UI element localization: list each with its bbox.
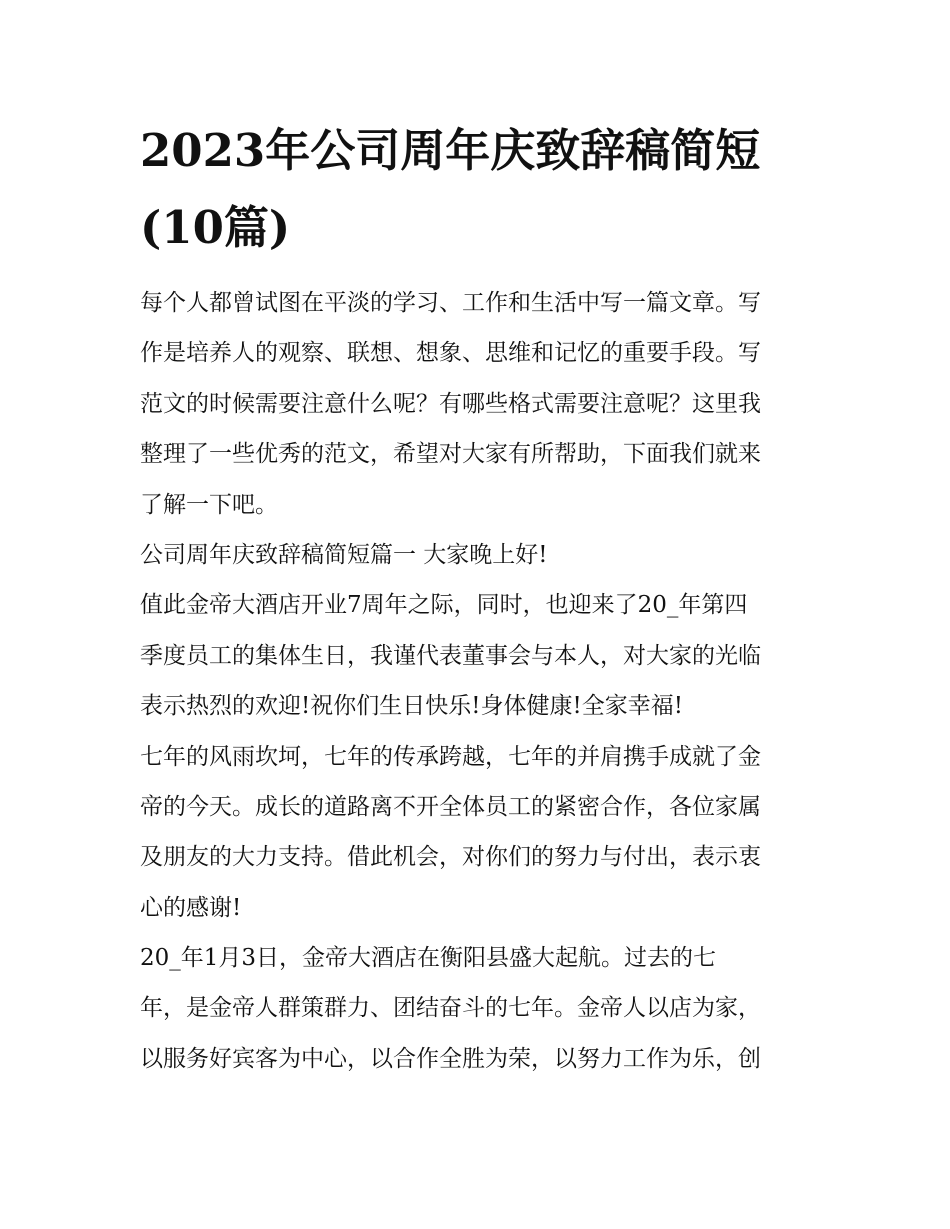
- body-line: 帝的今天。成长的道路离不开全体员工的紧密合作，各位家属: [140, 793, 761, 820]
- title-line-2: (10篇): [140, 201, 291, 254]
- body-line: 作是培养人的观察、联想、想象、思维和记忆的重要手段。写: [140, 340, 761, 367]
- body-line: 了解一下吧。: [140, 491, 278, 518]
- body-line: 以服务好宾客为中心，以合作全胜为荣，以努力工作为乐，创: [140, 1045, 761, 1072]
- body-line: 季度员工的集体生日，我谨代表董事会与本人，对大家的光临: [140, 642, 761, 669]
- body-line: 七年的风雨坎坷，七年的传承跨越，七年的并肩携手成就了金: [140, 743, 761, 770]
- body-line: 及朋友的大力支持。借此机会，对你们的努力与付出，表示衷: [140, 844, 761, 871]
- document-title: [140, 112, 815, 266]
- document-body: [140, 278, 815, 1084]
- body-line: 每个人都曾试图在平淡的学习、工作和生活中写一篇文章。写: [140, 290, 761, 316]
- body-line: 范文的时候需要注意什么呢？有哪些格式需要注意呢？这里我: [140, 390, 761, 417]
- document-page: [140, 112, 815, 1084]
- body-line: 年，是金帝人群策群力、团结奋斗的七年。金帝人以店为家，: [140, 995, 761, 1022]
- body-line: 整理了一些优秀的范文，希望对大家有所帮助，下面我们就来: [140, 441, 761, 468]
- body-line: 心的感谢!: [140, 894, 242, 921]
- body-line: 值此金帝大酒店开业7周年之际，同时，也迎来了20_年第四: [140, 592, 748, 619]
- body-line: 表示热烈的欢迎!祝你们生日快乐!身体健康!全家幸福!: [140, 693, 683, 720]
- title-line-1: 2023年公司周年庆致辞稿简短: [140, 124, 761, 177]
- section-heading-line: 公司周年庆致辞稿简短篇一 大家晚上好!: [140, 541, 548, 568]
- body-line: 20_年1月3日，金帝大酒店在衡阳县盛大起航。过去的七: [140, 945, 717, 972]
